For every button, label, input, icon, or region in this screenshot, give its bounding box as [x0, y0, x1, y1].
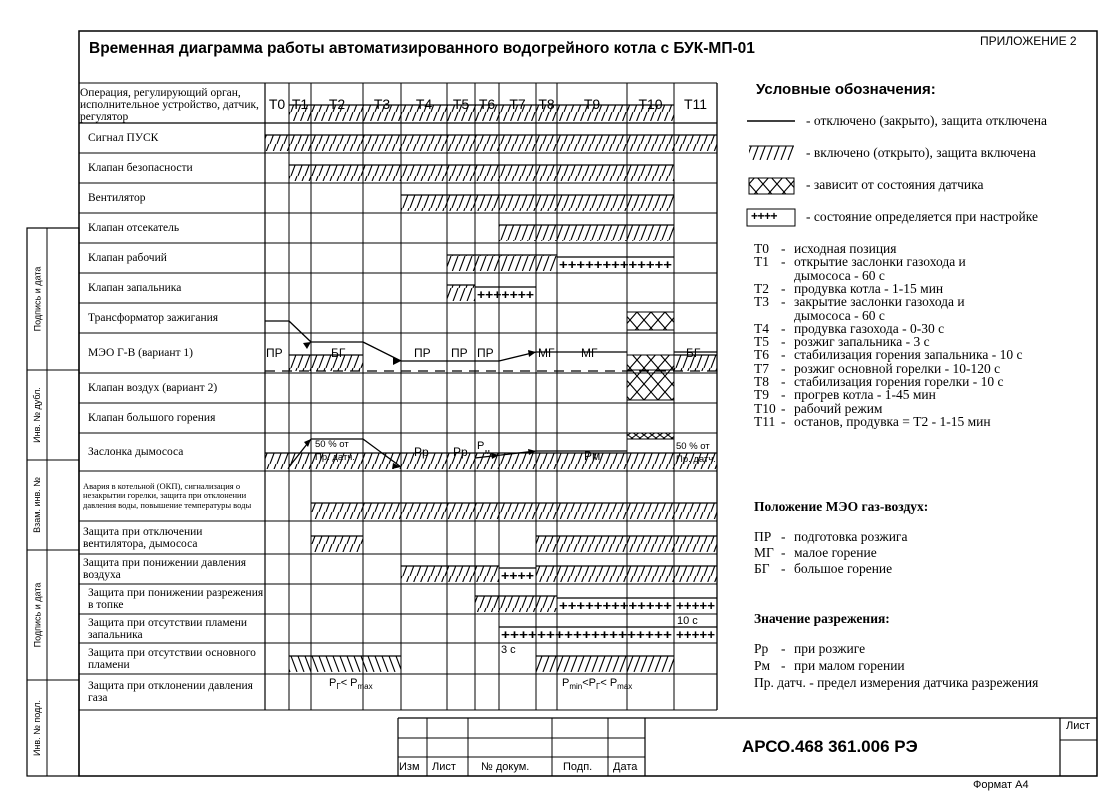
step-code: T5	[754, 334, 769, 350]
col-header-t5: T5	[452, 96, 470, 112]
row-label-draft-protection: Защита при понижении разрежения в топке	[88, 587, 264, 611]
state-on-band	[674, 135, 717, 151]
stamp-col-doc: № докум.	[481, 761, 530, 773]
vac-dash: -	[781, 641, 786, 656]
meo-code: МГ	[754, 545, 774, 560]
col-header-t8: T8	[538, 96, 555, 112]
step-code: T1	[754, 254, 769, 270]
row-label-fan: Вентилятор	[88, 192, 146, 204]
step-text: продувка газохода - 0-30 с	[794, 320, 945, 336]
step-text: дымососа - 60 с	[794, 267, 885, 283]
state-on-band	[289, 165, 674, 181]
state-on-band	[401, 566, 499, 582]
step-dash: -	[781, 241, 786, 256]
vacuum-item-limit	[754, 677, 1038, 690]
state-sensor-band	[627, 370, 674, 400]
step-dash: -	[781, 374, 786, 389]
row-label-air-valve: Клапан воздух (вариант 2)	[88, 382, 218, 394]
meo-t0-pr: ПР	[266, 346, 283, 360]
step-code: T0	[754, 241, 769, 256]
meo-line	[289, 321, 311, 342]
vacuum-section-title: Значение разрежения:	[754, 611, 890, 626]
vac-text: при малом горении	[794, 658, 905, 673]
step-code: T3	[754, 294, 769, 310]
vac-code: Пр. датч.	[754, 675, 806, 690]
stamp-col-sheet: Лист	[432, 761, 456, 773]
row-label-working-valve: Клапан рабочий	[88, 252, 167, 264]
meo-t6-pr: ПР	[477, 346, 494, 360]
step-code: T8	[754, 374, 769, 389]
gas-t9-lt2: < Р	[600, 677, 618, 689]
step-dash: -	[781, 347, 786, 363]
step-dash: -	[781, 400, 786, 416]
meo-dash: -	[781, 561, 786, 576]
damper-t11-label-1: 50 % от	[676, 441, 710, 452]
document-number: АРСО.468 361.006 РЭ	[742, 737, 918, 756]
damper-t2-label-2: Пр. датч.	[315, 452, 355, 463]
step-code: T9	[754, 387, 769, 403]
step-13	[754, 413, 991, 429]
gas-t2-p: Р	[329, 677, 337, 689]
row-label-air-pressure-protection: Защита при понижении давления воздуха	[83, 557, 247, 581]
stamp-col-sign: Подп.	[563, 761, 593, 773]
vac-code: Рм	[754, 658, 771, 673]
col-header-t1: T1	[291, 96, 309, 112]
appendix-label: ПРИЛОЖЕНИЕ 2	[980, 34, 1077, 48]
state-on-band	[311, 536, 363, 552]
step-code: T6	[754, 347, 769, 363]
state-on-band	[536, 566, 717, 582]
row-label-ignition-transformer: Трансформатор зажигания	[88, 312, 219, 324]
row-label-fan-protection: Защита при отключении вентилятора, дымососа	[83, 525, 203, 550]
meo-section-title: Положение МЭО газ-воздух:	[754, 499, 929, 514]
state-sensor-band	[627, 355, 674, 370]
state-setup-band: +++++++	[477, 287, 535, 302]
side-label-text: Инв. № подл.	[32, 699, 42, 757]
side-label-text: Подпись и дата	[32, 266, 43, 332]
step-text: останов, продувка = Т2 - 1-15 мин	[794, 413, 991, 429]
state-setup-band: +++++++++++++	[559, 598, 673, 613]
meo-item-mg	[754, 547, 877, 560]
col-header-t10: T10	[638, 96, 663, 112]
step-text: прогрев котла - 1-45 мин	[794, 387, 936, 403]
meo-text: подготовка розжига	[794, 529, 908, 544]
meo-t11-bg: БГ	[686, 346, 701, 360]
row-label-pilot-flame-protection: Защита при отсутствии пламени запальника	[88, 616, 248, 641]
damper-t6-pm-sub: м	[485, 449, 490, 456]
damper-t4-pr: Рр	[414, 445, 429, 459]
meo-t2-bg: БГ	[331, 346, 346, 360]
step-text: стабилизация горения запальника - 10 с	[794, 347, 1023, 363]
state-on-band	[475, 596, 557, 612]
state-on-band	[289, 656, 401, 672]
col-header-t3: T3	[373, 96, 391, 112]
side-label-text: Инв. № дубл.	[32, 387, 43, 443]
step-dash: -	[781, 334, 786, 350]
step-code: T4	[754, 320, 769, 336]
meo-code: БГ	[754, 561, 770, 576]
col-header-t2: T2	[328, 96, 346, 112]
gas-t9-p: Р	[562, 677, 570, 689]
legend-item-on: - включено (открыто), защита включена	[806, 145, 1036, 160]
col-header-t6: T6	[478, 96, 496, 112]
step-dash: -	[781, 254, 786, 270]
state-on-band	[265, 135, 674, 151]
col-header-t9: T9	[583, 96, 601, 112]
vac-code: Рр	[754, 641, 769, 656]
meo-arrow	[393, 357, 401, 365]
step-text: розжиг основной горелки - 10-120 с	[794, 360, 1001, 376]
side-label-signature-1	[27, 228, 47, 370]
state-on-band	[447, 255, 557, 271]
side-label-text: Подпись и дата	[32, 582, 43, 648]
row-label-start-signal: Сигнал ПУСК	[88, 132, 159, 144]
vac-dash: -	[805, 675, 818, 690]
row-label-gas-pressure-protection: Защита при отклонении давления газа	[88, 680, 253, 704]
step-text: рабочий режим	[794, 400, 883, 416]
row-label-main-flame-protection: Защита при отсутствии основного пламени	[88, 646, 256, 671]
meo-code: ПР	[754, 529, 772, 544]
meo-dash: -	[781, 545, 786, 560]
meo-t8-mg: МГ	[538, 346, 555, 360]
stamp-col-change: Изм	[399, 761, 420, 773]
state-setup-band: +++++++++++++	[559, 257, 673, 272]
main-flame-t7-delay: 3 с	[501, 644, 516, 656]
state-on-band	[401, 195, 674, 211]
meo-dash: -	[781, 529, 786, 544]
step-dash: -	[781, 387, 786, 403]
col-header-t0: T0	[268, 96, 286, 112]
meo-item-pr	[754, 531, 907, 544]
step-text: закрытие заслонки газохода и	[794, 294, 965, 310]
pilot-flame-t11-delay: 10 с	[677, 615, 698, 627]
side-label-orig-inv	[27, 680, 47, 776]
damper-t9-pm: Рм	[584, 449, 601, 463]
meo-t4-pr: ПР	[414, 346, 431, 360]
side-label-replace-inv	[27, 460, 47, 550]
state-setup-band: +++++++++++++++++++	[501, 627, 673, 642]
vac-text: при розжиге	[794, 641, 866, 656]
gas-t9-sub-max: max	[617, 682, 633, 692]
step-code: T11	[754, 413, 776, 429]
step-text: стабилизация горения горелки - 10 с	[794, 374, 1004, 389]
step-code: T10	[754, 400, 776, 416]
step-text: открытие заслонки газохода и	[794, 254, 966, 270]
gas-t9-condition	[562, 677, 632, 691]
stamp-col-date: Дата	[613, 761, 638, 773]
row-label-meo: МЭО Г-В (вариант 1)	[88, 347, 194, 359]
step-text: дымососа - 60 с	[794, 307, 885, 323]
vac-text: предел измерения датчика разрежения	[817, 675, 1039, 690]
legend-item-setup: - состояние определяется при настройке	[806, 209, 1038, 224]
gas-t2-sub-g: Г	[336, 682, 341, 692]
step-code: T7	[754, 360, 769, 376]
step-text: продувка котла - 1-15 мин	[794, 280, 944, 296]
stamp-sheet-label: Лист	[1066, 720, 1090, 732]
step-dash: -	[781, 320, 786, 336]
row-label-shutoff-valve: Клапан отсекатель	[88, 222, 180, 234]
state-on-band	[499, 225, 674, 241]
col-header-t11: T11	[683, 96, 708, 112]
gas-t9-sub-min: min	[569, 682, 583, 692]
step-text: исходная позиция	[794, 241, 897, 256]
state-on-band	[536, 536, 717, 552]
row-label-safety-valve: Клапан безопасности	[88, 162, 193, 174]
damper-t11-label-2: Пр. датч.	[676, 454, 716, 465]
step-dash: -	[781, 360, 786, 376]
gas-t2-sub-max: max	[357, 682, 373, 692]
state-setup-band: +++++	[676, 598, 716, 613]
meo-text: большое горение	[794, 561, 893, 576]
legend-item-off: - отключено (закрыто), защита отключена	[806, 113, 1047, 128]
legend-plus-sample: ++++	[751, 209, 778, 223]
sheet-title: Временная диаграмма работы автоматизированного водогрейного котла с БУК-МП-01	[89, 40, 755, 57]
gas-t9-sub-g: Г	[596, 682, 601, 692]
state-on-band	[289, 355, 363, 371]
meo-t5-pr: ПР	[451, 346, 468, 360]
side-label-signature-2	[27, 550, 47, 680]
format-label: Формат А4	[973, 779, 1029, 791]
step-dash: -	[781, 413, 786, 429]
row-label-boiler-room-alarm: Авария в котельной (ОКП), сигнализация о незакрытии горелки, защита при отклонении давления воды, повышение температуры воды	[83, 480, 252, 510]
step-text: розжиг запальника - 3 с	[794, 334, 930, 350]
damper-t6-pm: Р	[477, 440, 485, 452]
operation-column-header: Операция, регулирующий орган, исполнительное устройство, датчик, регулятор	[80, 87, 259, 123]
gas-t2-condition	[329, 677, 373, 691]
state-on-band	[536, 656, 674, 672]
legend-item-sensor: - зависит от состояния датчика	[806, 177, 984, 192]
col-header-t7: T7	[509, 96, 526, 112]
row-label-exhaust-damper: Заслонка дымососа	[88, 446, 184, 458]
meo-t9-mg: МГ	[581, 346, 598, 360]
gas-t2-lt: < Р	[340, 677, 358, 689]
side-label-dup-inv	[27, 370, 47, 460]
row-label-pilot-valve: Клапан запальника	[88, 282, 182, 294]
state-on-band	[311, 503, 717, 519]
damper-t2-label-1: 50 % от	[315, 439, 349, 450]
step-dash: -	[781, 294, 786, 310]
vac-dash: -	[781, 658, 786, 673]
state-sensor-band	[627, 433, 674, 439]
gas-t9-lt: <Р	[582, 677, 596, 689]
damper-t5-pr: Рр	[453, 445, 468, 459]
state-on-band	[447, 285, 475, 301]
meo-arrow	[528, 350, 536, 357]
meo-item-bg	[754, 563, 892, 576]
step-dash: -	[781, 280, 786, 296]
meo-text: малое горение	[794, 545, 877, 560]
vacuum-item-pr	[754, 643, 865, 656]
legend-title: Условные обозначения:	[756, 81, 936, 98]
row-label-high-fire-valve: Клапан большого горения	[88, 412, 216, 424]
state-sensor-band	[627, 312, 674, 330]
col-header-t4: T4	[415, 96, 433, 112]
state-setup-band: ++++	[501, 568, 535, 583]
vacuum-item-pm	[754, 660, 905, 673]
step-code: T2	[754, 280, 769, 296]
side-label-text: Взам. инв. №	[32, 477, 43, 533]
state-setup-band: +++++	[676, 627, 716, 642]
meo-arrow	[303, 342, 311, 349]
